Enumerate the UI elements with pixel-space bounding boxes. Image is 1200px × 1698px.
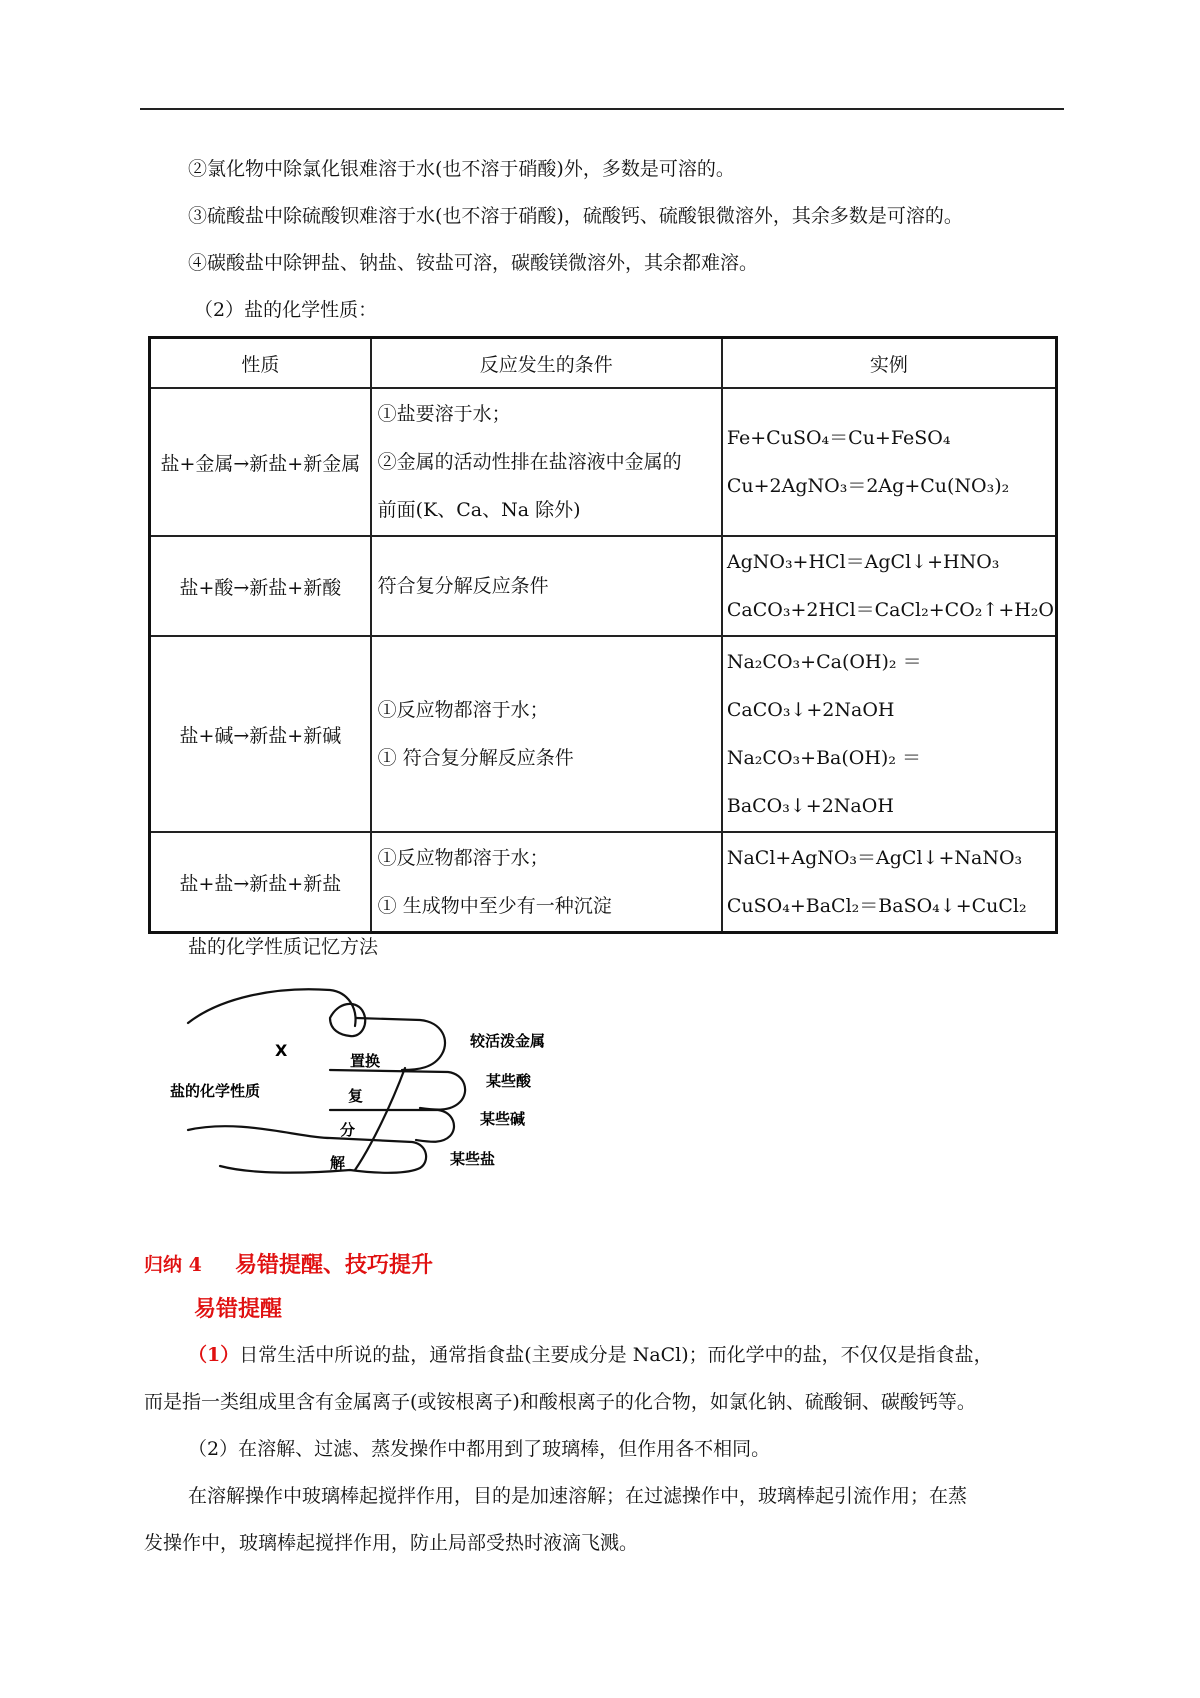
example-equation: CaCO₃↓+2NaOH — [726, 699, 895, 721]
palm-line — [355, 1068, 405, 1170]
subsection-title: 易错提醒 — [194, 1296, 283, 1322]
example-equation: BaCO₃↓+2NaOH — [726, 795, 894, 817]
condition-line: ②金属的活动性排在盐溶液中金属的 — [377, 451, 682, 473]
paragraph-3-continued: 发操作中，玻璃棒起搅拌作用，防止局部受热时液滴飞溅。 — [144, 1532, 639, 1554]
table-row — [150, 832, 1057, 933]
paragraph-2: （2）在溶解、过滤、蒸发操作中都用到了玻璃棒，但作用各不相同。 — [188, 1438, 771, 1460]
subheading-chemical-properties: （2）盐的化学性质： — [194, 299, 378, 321]
condition-line: ①反应物都溶于水； — [377, 699, 549, 721]
thumb-tip — [330, 1004, 365, 1036]
hand-label-f2: 复 — [348, 1087, 364, 1105]
table-row — [150, 536, 1057, 636]
example-equation: Cu+2AgNO₃＝2Ag+Cu(NO₃)₂ — [726, 475, 1010, 497]
hand-mnemonic-diagram — [170, 978, 560, 1178]
property-cell: 盐+碱→新盐+新碱 — [150, 636, 371, 832]
table-header-row — [150, 338, 1057, 389]
label-some-bases: 某些碱 — [480, 1110, 526, 1128]
example-equation: CuSO₄+BaCl₂＝BaSO₄↓+CuCl₂ — [726, 895, 1027, 917]
condition-line: ①反应物都溶于水； — [377, 847, 549, 869]
condition-line: 符合复分解反应条件 — [377, 575, 549, 597]
example-equation: CaCO₃+2HCl＝CaCl₂+CO₂↑+H₂O — [726, 599, 1054, 621]
examples-cell — [722, 832, 1057, 933]
property-cell: 盐+盐→新盐+新盐 — [150, 832, 371, 933]
label-active-metal: 较活泼金属 — [470, 1032, 546, 1050]
hand-label-f3: 分 — [340, 1121, 356, 1139]
paragraph-3: 在溶解操作中玻璃棒起搅拌作用，目的是加速溶解；在过滤操作中，玻璃棒起引流作用；在蒸 — [188, 1485, 968, 1507]
examples-cell — [722, 388, 1057, 536]
examples-cell — [722, 636, 1057, 832]
paragraph-1-text: 日常生活中所说的盐，通常指食盐(主要成分是 NaCl)；而化学中的盐，不仅仅是指食盐， — [239, 1344, 993, 1366]
conditions-cell — [371, 536, 722, 636]
condition-line: 前面(K、Ca、Na 除外) — [377, 499, 581, 521]
example-equation: Fe+CuSO₄＝Cu+FeSO₄ — [726, 427, 951, 449]
memory-method-title: 盐的化学性质记忆方法 — [188, 936, 379, 958]
header-rule — [140, 108, 1064, 110]
conditions-cell — [371, 832, 722, 933]
header-property: 性质 — [150, 338, 371, 389]
hand-label-replace: 置换 — [350, 1052, 381, 1070]
salt-properties-table — [148, 336, 1058, 934]
rule-sulfate: ③硫酸盐中除硫酸钡难溶于水(也不溶于硝酸)，硫酸钙、硫酸银微溶外，其余多数是可溶的。 — [188, 205, 963, 227]
property-cell: 盐+金属→新盐+新金属 — [150, 388, 371, 536]
conditions-cell — [371, 388, 722, 536]
paragraph-1 — [188, 1342, 1068, 1368]
rule-carbonate: ④碳酸盐中除钾盐、钠盐、铵盐可溶，碳酸镁微溶外，其余都难溶。 — [188, 252, 759, 274]
header-examples: 实例 — [722, 338, 1057, 389]
table-row — [150, 388, 1057, 536]
example-equation: Na₂CO₃+Ca(OH)₂ ＝ — [726, 651, 922, 673]
finger-little — [188, 1126, 426, 1173]
label-some-acids: 某些酸 — [486, 1072, 532, 1090]
label-some-salts: 某些盐 — [450, 1150, 496, 1168]
section-title: 易错提醒、技巧提升 — [235, 1252, 434, 1278]
condition-line: ① 生成物中至少有一种沉淀 — [377, 895, 612, 917]
condition-line: ① 符合复分解反应条件 — [377, 747, 574, 769]
example-equation: Na₂CO₃+Ba(OH)₂ ＝ — [726, 747, 921, 769]
example-equation: AgNO₃+HCl＝AgCl↓+HNO₃ — [726, 551, 1000, 573]
paragraph-1-continued: 而是指一类组成里含有金属离子(或铵根离子)和酸根离子的化合物，如氯化钠、硫酸铜、碳酸钙等。 — [144, 1391, 976, 1413]
table-row — [150, 636, 1057, 832]
rule-chloride: ②氯化物中除氯化银难溶于水(也不溶于硝酸)外，多数是可溶的。 — [188, 158, 735, 180]
property-cell: 盐+酸→新盐+新酸 — [150, 536, 371, 636]
hand-label-x: X — [275, 1041, 288, 1060]
header-conditions: 反应发生的条件 — [371, 338, 722, 389]
paragraph-1-number: （1） — [188, 1344, 240, 1366]
conditions-cell — [371, 636, 722, 832]
example-equation: NaCl+AgNO₃＝AgCl↓+NaNO₃ — [726, 847, 1023, 869]
condition-line: ①盐要溶于水； — [377, 403, 511, 425]
hand-label-center: 盐的化学性质 — [170, 1082, 261, 1100]
examples-cell — [722, 536, 1057, 636]
hand-label-f4: 解 — [330, 1154, 346, 1172]
section-tag: 归纳 4 — [144, 1254, 202, 1276]
